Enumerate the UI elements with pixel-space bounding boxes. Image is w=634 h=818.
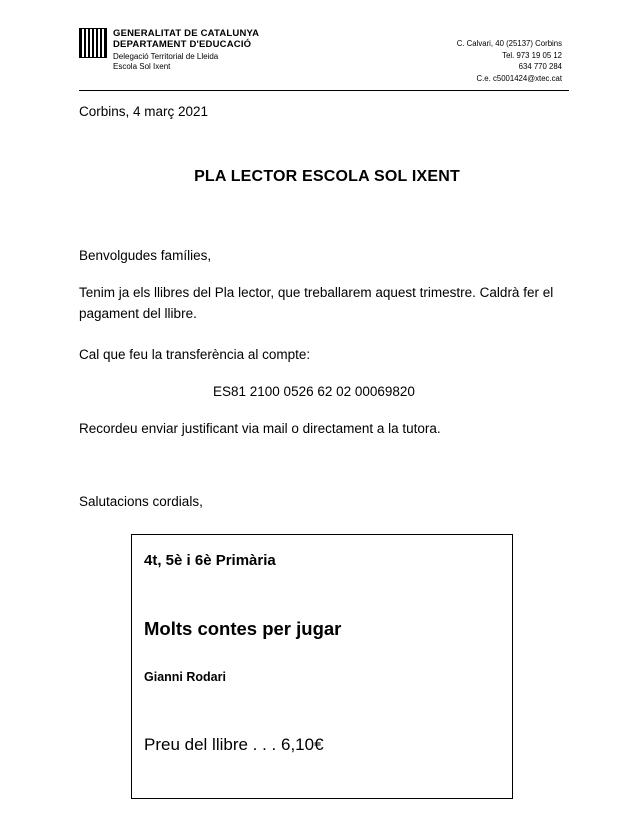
letterhead: [0, 28, 634, 90]
contact-block: [457, 38, 562, 85]
account-number: ES81 2100 0526 62 02 00069820: [213, 383, 415, 399]
organization-logo-block: [79, 28, 259, 71]
contact-phone: Tel. 973 19 05 12: [502, 50, 562, 60]
contact-mobile: 634 770 284: [518, 62, 562, 72]
paragraph-2: Cal que feu la transferència al compte:: [79, 346, 311, 362]
org-name-line1: GENERALITAT DE CATALUNYA: [113, 28, 260, 39]
paragraph-3: Recordeu enviar justificant via mail o directament a la tutora.: [79, 420, 441, 436]
contact-address: C. Calvari, 40 (25137) Corbins: [456, 39, 562, 48]
org-name-line2: DEPARTAMENT D'EDUCACIÓ: [113, 39, 252, 51]
book-price: Preu del llibre . . . 6,10€: [144, 735, 324, 754]
organization-text: [113, 28, 259, 71]
generalitat-crest-icon: [79, 28, 107, 58]
contact-email: C.e. c5001424@xtec.cat: [476, 74, 562, 84]
org-school: Escola Sol Ixent: [113, 61, 171, 71]
org-unit: Delegació Territorial de Lleida: [113, 52, 219, 62]
paragraph-1: Tenim ja els llibres del Pla lector, que treballarem aquest trimestre. Caldrà fer el pagament del llibre.: [79, 285, 554, 321]
salutation: Benvolgudes famílies,: [79, 248, 212, 263]
date-line: Corbins, 4 març 2021: [79, 104, 209, 119]
closing: Salutacions cordials,: [79, 493, 203, 509]
book-info-box: [131, 534, 513, 799]
book-grade: 4t, 5è i 6è Primària: [144, 552, 276, 569]
book-author: Gianni Rodari: [144, 670, 226, 684]
page-title: PLA LECTOR ESCOLA SOL IXENT: [194, 168, 460, 185]
book-title: Molts contes per jugar: [144, 618, 342, 639]
header-divider: [79, 90, 569, 91]
letter-body: [79, 104, 575, 509]
